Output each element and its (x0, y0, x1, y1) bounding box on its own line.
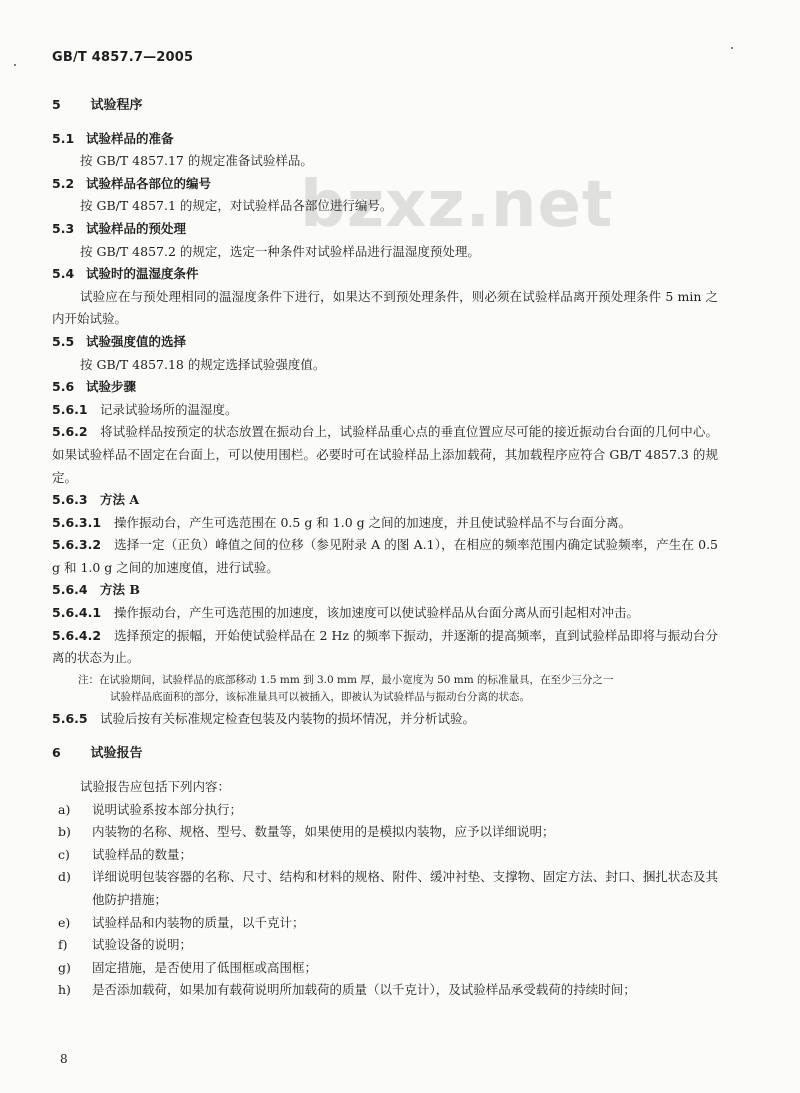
clause-body-5-3: 按 GB/T 4857.2 的规定，选定一种条件对试验样品进行温湿度预处理。 (80, 243, 480, 259)
clause-5-6-1: 5.6.1 记录试验场所的温湿度。 (52, 401, 238, 417)
scan-speck (731, 47, 733, 49)
clause-heading-5-4: 5.4 试验时的温湿度条件 (52, 266, 199, 282)
note-text-line-1: 在试验期间，试验样品的底部移动 1.5 mm 到 3.0 mm 厚，最小宽度为 50 mm 的标准量具，在至少三分之一 (99, 673, 614, 686)
clause-5-6-4-2: 5.6.4.2 选择预定的振幅，开始使试验样品在 2 Hz 的频率下振动，并逐渐的提高频率，直到试验样品即将与振动台分离的状态为止。 (52, 627, 718, 666)
clause-5-6-3-1: 5.6.3.1 操作振动台，产生可选范围在 0.5 g 和 1.0 g 之间的加速度，并且使试验样品不与台面分离。 (52, 514, 632, 530)
clause-5-6-5: 5.6.5 试验后按有关标准规定检查包装及内装物的损坏情况，并分析试验。 (52, 710, 476, 726)
clause-body-5-1: 按 GB/T 4857.17 的规定准备试验样品。 (80, 153, 313, 169)
clause-body-5-4: 试验应在与预处理相同的温湿度条件下进行，如果达不到预处理条件，则必须在试验样品离开预处理条件 5 min 之内开始试验。 (52, 288, 718, 327)
list-item: b) 内装物的名称、规格、型号、数量等，如果使用的是模拟内装物，应予以详细说明； (58, 824, 555, 840)
watermark: bzxz.net (300, 168, 614, 242)
list-item: g) 固定措施，是否使用了低围框或高围框； (58, 959, 318, 975)
list-item: d) 详细说明包装容器的名称、尺寸、结构和材料的规格、附件、缓冲衬垫、支撑物、固定方法、封口、捆扎状态及其他防护措施； (58, 869, 718, 907)
page-number: 8 (60, 1052, 68, 1066)
clause-heading-5-3: 5.3 试验样品的预处理 (52, 220, 187, 236)
clause-heading-5-1: 5.1 试验样品的准备 (52, 130, 174, 146)
list-item: f) 试验设备的说明； (58, 937, 193, 953)
list-item: e) 试验样品和内装物的质量，以千克计； (58, 914, 305, 930)
note-text-line-2: 试验样品底面积的部分，该标准量具可以被插入，即被认为试验样品与振动台分离的状态。 (110, 690, 530, 703)
section-heading-5: 5 试验程序 (52, 97, 143, 113)
section-heading-6: 6 试验报告 (52, 745, 143, 762)
clause-body-5-5: 按 GB/T 4857.18 的规定选择试验强度值。 (80, 356, 326, 372)
clause-heading-5-6: 5.6 试验步骤 (52, 379, 137, 395)
clause-heading-5-2: 5.2 试验样品各部位的编号 (52, 175, 212, 191)
standard-code-header: GB/T 4857.7—2005 (52, 50, 194, 65)
clause-5-6-3-2: 5.6.3.2 选择一定（正负）峰值之间的位移（参见附录 A 的图 A.1），在相应的频率范围内确定试验频率，产生在 0.5 g 和 1.0 g 之间的加速度值，进行试验。 (52, 537, 718, 575)
clause-heading-5-5: 5.5 试验强度值的选择 (52, 333, 187, 349)
report-intro: 试验报告应包括下列内容： (80, 779, 231, 795)
clause-body-5-2: 按 GB/T 4857.1 的规定，对试验样品各部位进行编号。 (80, 198, 393, 214)
clause-heading-5-6-4: 5.6.4 方法 B (52, 582, 140, 598)
clause-heading-5-6-3: 5.6.3 方法 A (52, 492, 140, 508)
list-item: c) 试验样品的数量； (58, 846, 193, 862)
list-item: h) 是否添加载荷，如果加有载荷说明所加载荷的质量（以千克计），及试验样品承受载荷的持续时间； (58, 982, 636, 998)
document-body (52, 94, 718, 1002)
list-item: a) 说明试验系按本部分执行； (58, 801, 243, 817)
note-label: 注： (78, 673, 99, 686)
clause-5-6-2: 5.6.2 将试验样品按预定的状态放置在振动台上，试验样品重心点的垂直位置应尽可能的接近振动台台面的几何中心。如果试验样品不固定在台面上，可以使用围栏。必要时可在试验样品上添加载荷，其加载程序应符合 GB/T 4857.3 的规定。 (52, 424, 718, 485)
scan-speck (14, 64, 16, 66)
note-5-6-4 (52, 672, 718, 706)
clause-5-6-4-1: 5.6.4.1 操作振动台，产生可选范围的加速度，该加速度可以使试验样品从台面分离从而引起相对冲击。 (52, 605, 640, 621)
